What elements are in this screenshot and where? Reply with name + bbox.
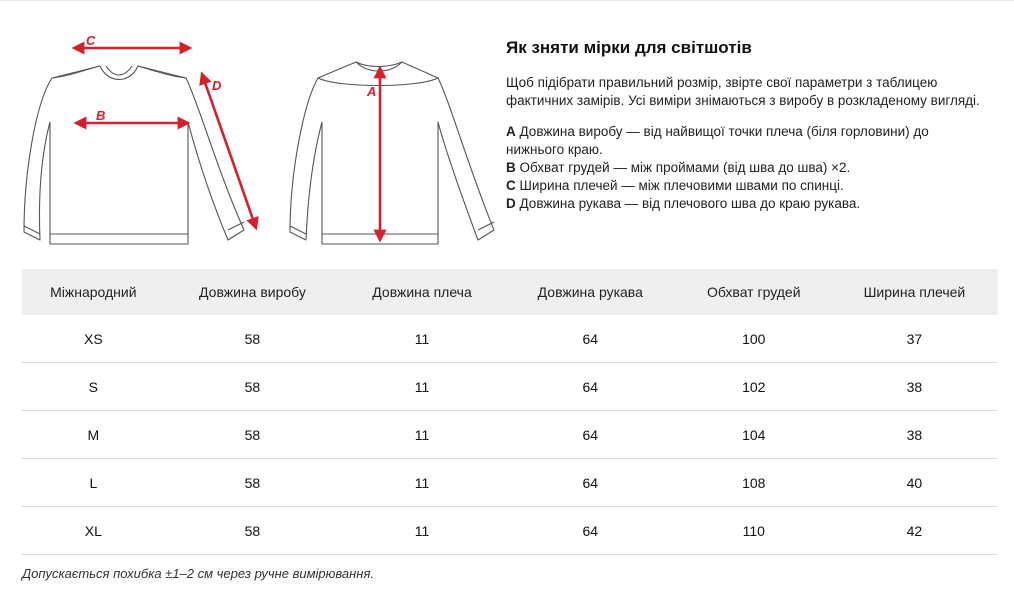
table-header-row xyxy=(22,269,998,315)
definition-item xyxy=(506,177,986,195)
intro-text: Щоб підібрати правильний розмір, звірте свої параметри з таблицею фактичних замірів. Усі виміри знімаються з виробу в розкладеному вигляді. xyxy=(506,75,980,108)
definition-letter: A xyxy=(506,124,516,139)
cell: 11 xyxy=(340,507,504,555)
col-header: Довжина виробу xyxy=(165,269,341,315)
cell: 100 xyxy=(677,315,831,363)
label-d: D xyxy=(212,78,222,93)
table-row xyxy=(22,363,998,411)
cell: 11 xyxy=(340,411,504,459)
cell: XL xyxy=(22,507,165,555)
table-row xyxy=(22,459,998,507)
label-b: B xyxy=(96,108,106,123)
cell: 102 xyxy=(677,363,831,411)
cell: 58 xyxy=(165,411,341,459)
cell: 58 xyxy=(165,363,341,411)
cell: 108 xyxy=(677,459,831,507)
cell: 58 xyxy=(165,507,341,555)
cell: 64 xyxy=(504,459,677,507)
col-header: Довжина плеча xyxy=(340,269,504,315)
cell: 11 xyxy=(340,459,504,507)
cell: 64 xyxy=(504,411,677,459)
definition-item xyxy=(506,123,986,159)
col-header: Ширина плечей xyxy=(831,269,998,315)
table-row xyxy=(22,315,998,363)
cell: 58 xyxy=(165,459,341,507)
d-arrow xyxy=(202,74,256,228)
definition-letter: D xyxy=(506,196,516,211)
definition-text: Ширина плечей — між плечовими швами по спинці. xyxy=(519,178,844,193)
definition-text: Довжина рукава — від плечового шва до краю рукава. xyxy=(519,196,861,211)
front-view xyxy=(24,66,244,244)
col-header: Обхват грудей xyxy=(677,269,831,315)
cell: 64 xyxy=(504,363,677,411)
cell: 104 xyxy=(677,411,831,459)
cell: 37 xyxy=(831,315,998,363)
sweatshirt-diagram xyxy=(18,22,498,252)
cell: S xyxy=(22,363,165,411)
col-header: Міжнародний xyxy=(22,269,165,315)
tolerance-note: Допускається похибка ±1–2 см через ручне вимірювання. xyxy=(22,566,375,581)
table-row xyxy=(22,411,998,459)
cell: 40 xyxy=(831,459,998,507)
cell: 110 xyxy=(677,507,831,555)
cell: 38 xyxy=(831,363,998,411)
definition-text: Обхват грудей — між проймами (від шва до шва) ×2. xyxy=(519,160,851,175)
definition-item xyxy=(506,195,986,213)
cell: 64 xyxy=(504,507,677,555)
definition-letter: C xyxy=(506,178,516,193)
definition-text: Довжина виробу — від найвищої точки плеча (біля горловини) до нижнього краю. xyxy=(506,124,929,157)
definition-letter: B xyxy=(506,160,516,175)
size-table xyxy=(22,269,998,555)
label-a: A xyxy=(367,84,377,99)
cell: 58 xyxy=(165,315,341,363)
cell: 42 xyxy=(831,507,998,555)
label-c: C xyxy=(86,33,96,48)
cell: XS xyxy=(22,315,165,363)
cell: 11 xyxy=(340,315,504,363)
cell: 64 xyxy=(504,315,677,363)
cell: M xyxy=(22,411,165,459)
definitions-list xyxy=(506,123,986,213)
cell: 38 xyxy=(831,411,998,459)
col-header: Довжина рукава xyxy=(504,269,677,315)
top-divider xyxy=(0,0,1014,1)
back-view xyxy=(290,62,494,244)
table-row xyxy=(22,507,998,555)
cell: 11 xyxy=(340,363,504,411)
page-title: Як зняти мірки для світшотів xyxy=(506,38,752,57)
definition-item xyxy=(506,159,986,177)
measurement-guide xyxy=(506,38,986,213)
cell: L xyxy=(22,459,165,507)
